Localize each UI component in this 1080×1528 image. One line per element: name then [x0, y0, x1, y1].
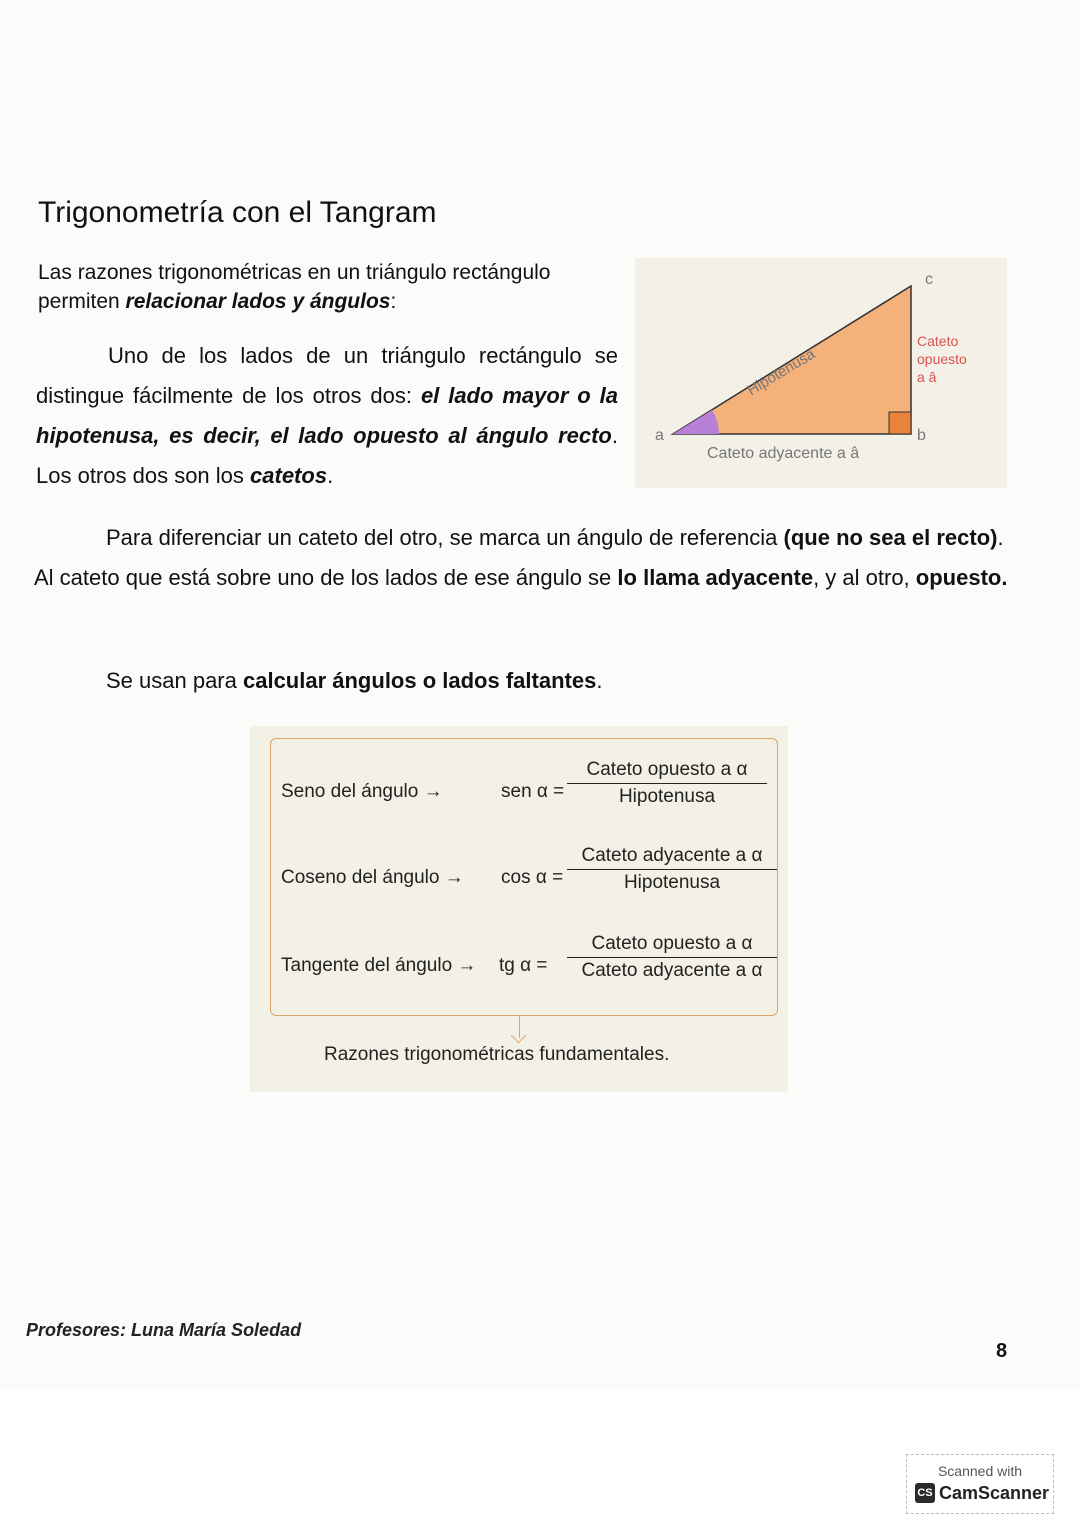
para1-bold-1: el lado mayor o la hipotenusa, es decir, el lado opuesto al ángulo recto	[36, 383, 619, 448]
opposite-label-2: opuesto	[917, 351, 967, 367]
formulas-frame	[270, 738, 778, 1016]
triangle-svg	[635, 258, 1007, 488]
para2-bold-3: opuesto.	[915, 565, 1008, 590]
para1-bold-2: catetos	[250, 463, 328, 488]
formulas-caption: Razones trigonométricas fundamentales.	[324, 1044, 670, 1065]
formula-fraction	[567, 759, 767, 808]
para2-text-2: . Al cateto que está sobre uno de los lados de ese ángulo se	[34, 525, 1004, 590]
formula-label: Seno del ángulo →	[281, 781, 443, 802]
camscanner-line1: Scanned with	[937, 1463, 1023, 1479]
para2-text-1: Para diferenciar un cateto del otro, se marca un ángulo de referencia	[106, 525, 784, 550]
paragraph-catetos	[34, 518, 1010, 598]
adjacent-label: Cateto adyacente a â	[707, 445, 860, 462]
formula-label: Coseno del ángulo →	[281, 867, 464, 888]
paragraph-usage	[106, 668, 602, 694]
vertex-b-label: b	[917, 427, 926, 444]
triangle-figure	[635, 258, 1007, 488]
formula-numerator: Cateto adyacente a α	[567, 845, 777, 870]
formula-fraction	[567, 845, 777, 894]
vertex-c-label: c	[925, 271, 933, 288]
formula-equation: tg α =	[499, 955, 548, 976]
hypotenuse-label: Hipotenusa	[744, 345, 819, 400]
formula-numerator: Cateto opuesto a α	[567, 759, 767, 784]
opposite-label-1: Cateto	[917, 333, 959, 349]
opposite-label-3: a â	[917, 369, 937, 385]
intro-emphasis: relacionar lados y ángulos	[125, 290, 391, 313]
camscanner-badge	[906, 1454, 1054, 1514]
vertex-a-label: a	[655, 427, 664, 444]
formula-denominator: Hipotenusa	[618, 786, 716, 807]
formulas-figure	[250, 726, 788, 1092]
page-title: Trigonometría con el Tangram	[38, 196, 437, 229]
page-number: 8	[996, 1340, 1008, 1362]
para2-text-3: , y al otro,	[813, 565, 916, 590]
para1-text-3: .	[327, 463, 334, 488]
formula-equation: sen α =	[501, 781, 565, 802]
formula-denominator: Hipotenusa	[623, 872, 721, 893]
para1-text-1: Uno de los lados de un triángulo rectángulo se distingue fácilmente de los otros dos:	[36, 343, 618, 408]
camscanner-name: CamScanner	[939, 1483, 1050, 1503]
formula-equation: cos α =	[501, 867, 564, 888]
caption-arrow-icon	[511, 1028, 527, 1044]
para1-text-2: . Los otros dos son los	[36, 423, 618, 488]
footer-teacher: Profesores: Luna María Soledad	[26, 1320, 302, 1340]
intro-suffix: :	[390, 290, 397, 313]
intro-text	[38, 258, 628, 316]
intro-prefix: Las razones trigonométricas en un triángulo rectángulo permiten	[38, 261, 551, 313]
para3-bold-1: calcular ángulos o lados faltantes	[242, 668, 597, 693]
para3-text-1: Se usan para	[106, 668, 243, 693]
right-angle-mark	[889, 412, 911, 434]
para3-text-2: .	[596, 668, 603, 693]
formula-numerator: Cateto opuesto a α	[567, 933, 777, 958]
paragraph-hypotenuse	[36, 336, 618, 496]
para2-bold-1: (que no sea el recto)	[783, 525, 998, 550]
formula-fraction	[567, 933, 777, 982]
camscanner-logo-icon: CS	[915, 1483, 935, 1503]
para2-bold-2: lo llama adyacente	[617, 565, 814, 590]
formula-label: Tangente del ángulo →	[281, 955, 477, 976]
formula-denominator: Cateto adyacente a α	[581, 960, 763, 981]
angle-arc	[673, 410, 719, 434]
